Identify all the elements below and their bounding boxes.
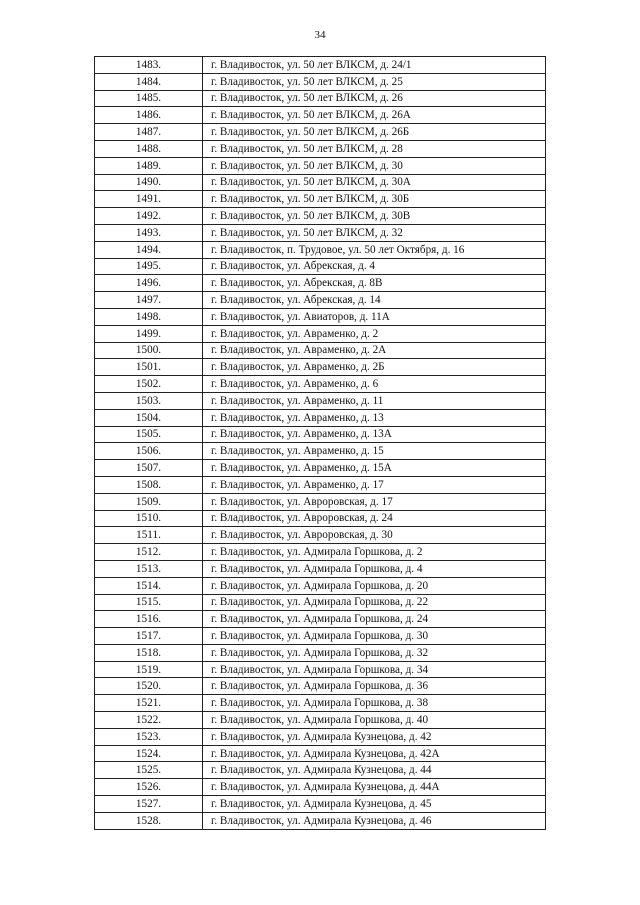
row-number: 1491.: [95, 191, 203, 208]
row-number: 1525.: [95, 762, 203, 779]
row-address: г. Владивосток, ул. 50 лет ВЛКСМ, д. 25: [203, 73, 546, 90]
table-row: [95, 376, 546, 393]
row-address: г. Владивосток, ул. 50 лет ВЛКСМ, д. 32: [203, 224, 546, 241]
row-number: 1520.: [95, 678, 203, 695]
row-number: 1501.: [95, 359, 203, 376]
row-number: 1522.: [95, 712, 203, 729]
table-row: [95, 275, 546, 292]
row-address: г. Владивосток, ул. Адмирала Горшкова, д. 22: [203, 594, 546, 611]
table-row: [95, 73, 546, 90]
table-row: [95, 628, 546, 645]
row-address: г. Владивосток, ул. Авроровская, д. 24: [203, 510, 546, 527]
table-row: [95, 678, 546, 695]
row-number: 1506.: [95, 443, 203, 460]
table-row: [95, 577, 546, 594]
row-number: 1509.: [95, 493, 203, 510]
table-row: [95, 359, 546, 376]
row-address: г. Владивосток, ул. Авраменко, д. 17: [203, 476, 546, 493]
row-address: г. Владивосток, ул. Авраменко, д. 13: [203, 409, 546, 426]
row-address: г. Владивосток, ул. Адмирала Кузнецова, д. 44А: [203, 779, 546, 796]
row-address: г. Владивосток, ул. Авраменко, д. 2: [203, 325, 546, 342]
page-number: 34: [314, 29, 326, 41]
table-row: [95, 644, 546, 661]
row-address: г. Владивосток, ул. Адмирала Горшкова, д. 40: [203, 712, 546, 729]
table-row: [95, 493, 546, 510]
table-row: [95, 224, 546, 241]
row-number: 1504.: [95, 409, 203, 426]
table-row: [95, 325, 546, 342]
table-row: [95, 342, 546, 359]
row-number: 1500.: [95, 342, 203, 359]
row-address: г. Владивосток, ул. 50 лет ВЛКСМ, д. 28: [203, 140, 546, 157]
row-address: г. Владивосток, ул. Адмирала Горшкова, д. 38: [203, 695, 546, 712]
row-number: 1508.: [95, 476, 203, 493]
address-table-container: [94, 56, 546, 830]
row-number: 1485.: [95, 90, 203, 107]
row-number: 1516.: [95, 611, 203, 628]
table-row: [95, 661, 546, 678]
row-address: г. Владивосток, ул. Адмирала Кузнецова, д. 42: [203, 728, 546, 745]
row-number: 1487.: [95, 124, 203, 141]
row-number: 1493.: [95, 224, 203, 241]
table-row: [95, 258, 546, 275]
row-address: г. Владивосток, ул. Авроровская, д. 17: [203, 493, 546, 510]
row-number: 1505.: [95, 426, 203, 443]
row-address: г. Владивосток, ул. Адмирала Горшкова, д. 32: [203, 644, 546, 661]
table-row: [95, 544, 546, 561]
table-row: [95, 308, 546, 325]
table-row: [95, 241, 546, 258]
row-address: г. Владивосток, ул. Адмирала Горшкова, д. 30: [203, 628, 546, 645]
row-number: 1495.: [95, 258, 203, 275]
table-row: [95, 174, 546, 191]
row-address: г. Владивосток, ул. 50 лет ВЛКСМ, д. 30Б: [203, 191, 546, 208]
address-table-body: [95, 57, 546, 830]
table-row: [95, 476, 546, 493]
row-address: г. Владивосток, ул. Адмирала Кузнецова, д. 42А: [203, 745, 546, 762]
row-address: г. Владивосток, ул. Авраменко, д. 2Б: [203, 359, 546, 376]
row-address: г. Владивосток, ул. Авраменко, д. 2А: [203, 342, 546, 359]
row-address: г. Владивосток, ул. Адмирала Горшкова, д. 2: [203, 544, 546, 561]
row-address: г. Владивосток, ул. Адмирала Горшкова, д. 20: [203, 577, 546, 594]
table-row: [95, 124, 546, 141]
row-number: 1524.: [95, 745, 203, 762]
row-number: 1494.: [95, 241, 203, 258]
row-number: 1528.: [95, 812, 203, 829]
table-row: [95, 157, 546, 174]
table-row: [95, 762, 546, 779]
row-number: 1512.: [95, 544, 203, 561]
row-address: г. Владивосток, ул. Адмирала Горшкова, д. 36: [203, 678, 546, 695]
row-address: г. Владивосток, ул. 50 лет ВЛКСМ, д. 26Б: [203, 124, 546, 141]
row-address: г. Владивосток, ул. 50 лет ВЛКСМ, д. 30: [203, 157, 546, 174]
row-address: г. Владивосток, ул. Авраменко, д. 6: [203, 376, 546, 393]
table-row: [95, 812, 546, 829]
row-address: г. Владивосток, ул. Абрекская, д. 8В: [203, 275, 546, 292]
table-row: [95, 460, 546, 477]
row-number: 1497.: [95, 292, 203, 309]
table-row: [95, 57, 546, 74]
row-number: 1527.: [95, 796, 203, 813]
table-row: [95, 796, 546, 813]
row-address: г. Владивосток, ул. Адмирала Кузнецова, д. 44: [203, 762, 546, 779]
row-number: 1510.: [95, 510, 203, 527]
row-address: г. Владивосток, ул. Авиаторов, д. 11А: [203, 308, 546, 325]
row-address: г. Владивосток, ул. Авраменко, д. 11: [203, 392, 546, 409]
row-number: 1521.: [95, 695, 203, 712]
row-address: г. Владивосток, ул. 50 лет ВЛКСМ, д. 30В: [203, 208, 546, 225]
row-number: 1518.: [95, 644, 203, 661]
table-row: [95, 728, 546, 745]
table-row: [95, 426, 546, 443]
row-number: 1498.: [95, 308, 203, 325]
row-address: г. Владивосток, ул. Авраменко, д. 15: [203, 443, 546, 460]
row-number: 1488.: [95, 140, 203, 157]
address-table: [94, 56, 546, 830]
row-address: г. Владивосток, ул. Абрекская, д. 14: [203, 292, 546, 309]
row-number: 1507.: [95, 460, 203, 477]
row-number: 1489.: [95, 157, 203, 174]
row-address: г. Владивосток, ул. Авраменко, д. 13А: [203, 426, 546, 443]
row-number: 1514.: [95, 577, 203, 594]
row-number: 1499.: [95, 325, 203, 342]
row-number: 1519.: [95, 661, 203, 678]
row-address: г. Владивосток, ул. 50 лет ВЛКСМ, д. 26А: [203, 107, 546, 124]
row-address: г. Владивосток, ул. Адмирала Горшкова, д. 34: [203, 661, 546, 678]
row-address: г. Владивосток, ул. Адмирала Горшкова, д. 24: [203, 611, 546, 628]
table-row: [95, 107, 546, 124]
row-address: г. Владивосток, ул. Авраменко, д. 15А: [203, 460, 546, 477]
row-number: 1492.: [95, 208, 203, 225]
row-number: 1513.: [95, 560, 203, 577]
table-row: [95, 611, 546, 628]
row-number: 1483.: [95, 57, 203, 74]
table-row: [95, 140, 546, 157]
table-row: [95, 712, 546, 729]
row-address: г. Владивосток, ул. Адмирала Кузнецова, д. 46: [203, 812, 546, 829]
table-row: [95, 527, 546, 544]
table-row: [95, 208, 546, 225]
table-row: [95, 292, 546, 309]
row-address: г. Владивосток, ул. Абрекская, д. 4: [203, 258, 546, 275]
row-number: 1523.: [95, 728, 203, 745]
table-row: [95, 695, 546, 712]
row-number: 1484.: [95, 73, 203, 90]
table-row: [95, 779, 546, 796]
row-number: 1517.: [95, 628, 203, 645]
row-number: 1515.: [95, 594, 203, 611]
row-address: г. Владивосток, ул. Адмирала Кузнецова, д. 45: [203, 796, 546, 813]
table-row: [95, 594, 546, 611]
table-row: [95, 560, 546, 577]
row-address: г. Владивосток, ул. 50 лет ВЛКСМ, д. 24/1: [203, 57, 546, 74]
table-row: [95, 510, 546, 527]
table-row: [95, 191, 546, 208]
row-address: г. Владивосток, ул. Адмирала Горшкова, д. 4: [203, 560, 546, 577]
row-number: 1490.: [95, 174, 203, 191]
table-row: [95, 745, 546, 762]
row-number: 1503.: [95, 392, 203, 409]
row-address: г. Владивосток, ул. 50 лет ВЛКСМ, д. 30А: [203, 174, 546, 191]
table-row: [95, 443, 546, 460]
row-number: 1486.: [95, 107, 203, 124]
row-number: 1526.: [95, 779, 203, 796]
row-address: г. Владивосток, ул. 50 лет ВЛКСМ, д. 26: [203, 90, 546, 107]
table-row: [95, 392, 546, 409]
row-number: 1496.: [95, 275, 203, 292]
table-row: [95, 409, 546, 426]
row-address: г. Владивосток, ул. Авроровская, д. 30: [203, 527, 546, 544]
table-row: [95, 90, 546, 107]
row-number: 1502.: [95, 376, 203, 393]
row-number: 1511.: [95, 527, 203, 544]
row-address: г. Владивосток, п. Трудовое, ул. 50 лет Октября, д. 16: [203, 241, 546, 258]
